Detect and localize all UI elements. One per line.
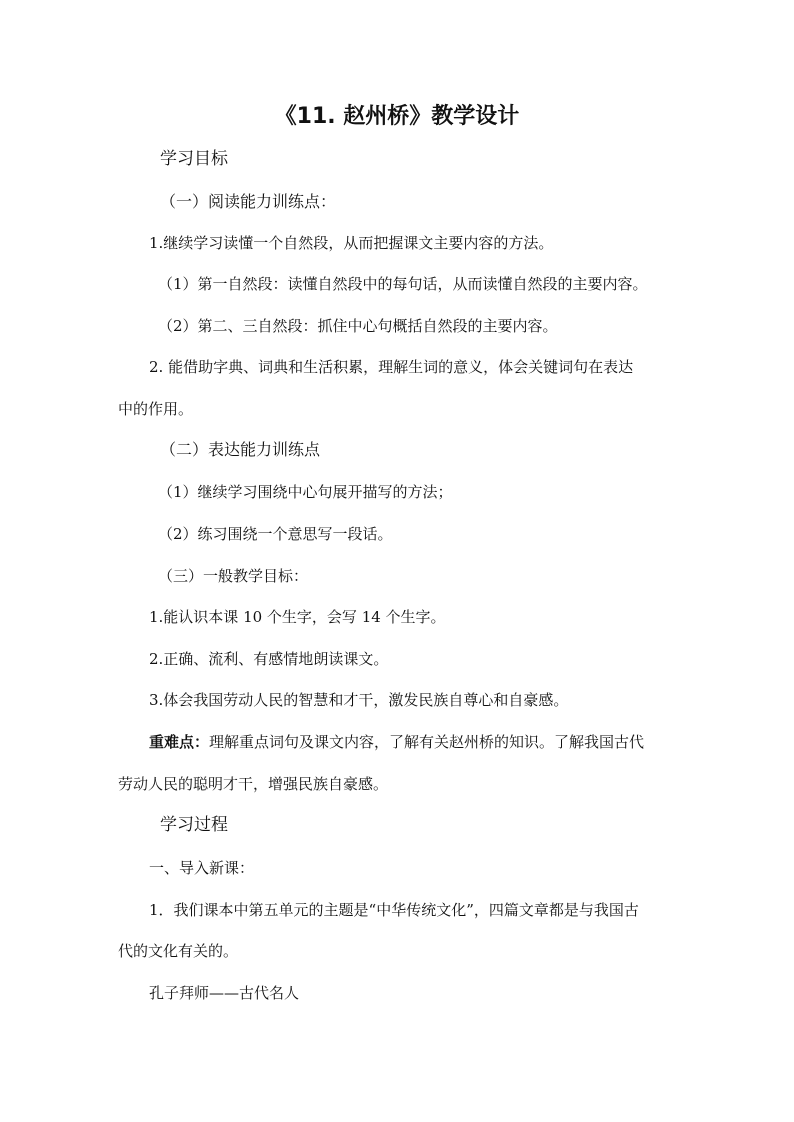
reading-item-1: 1.继续学习读懂一个自然段，从而把握课文主要内容的方法。 <box>149 234 554 252</box>
process-heading: 学习过程 <box>160 815 228 835</box>
reading-skills-heading: （一）阅读能力训练点： <box>160 192 337 211</box>
reading-item-2-line2: 中的作用。 <box>118 400 194 418</box>
reading-item-1b: （2）第二、三自然段：抓住中心句概括自然段的主要内容。 <box>158 317 558 335</box>
expression-item-1: （1）继续学习围绕中心句展开描写的方法； <box>158 483 453 501</box>
general-item-3: 3.体会我国劳动人民的智慧和才干，激发民族自尊心和自豪感。 <box>149 691 569 709</box>
reading-item-1a: （1）第一自然段：读懂自然段中的每句话，从而读懂自然段的主要内容。 <box>158 275 648 293</box>
reading-item-2-line1: 2. 能借助字典、词典和生活积累，理解生词的意义，体会关键词句在表达 <box>149 358 634 376</box>
document-title: 《11. 赵州桥》教学设计 <box>274 104 520 129</box>
general-item-2: 2.正确、流利、有感情地朗读课文。 <box>149 650 389 668</box>
key-points-line1 <box>149 732 644 752</box>
intro-item-2: 孔子拜师——古代名人 <box>149 984 300 1002</box>
expression-skills-heading: （二）表达能力训练点 <box>160 440 321 459</box>
expression-item-2: （2）练习围绕一个意思写一段话。 <box>158 525 393 543</box>
key-points-label: 重难点： <box>149 733 210 751</box>
key-points-text: 理解重点词句及课文内容，了解有关赵州桥的知识。了解我国古代 <box>209 733 645 751</box>
objectives-heading: 学习目标 <box>160 149 228 169</box>
intro-item-1-line2: 代的文化有关的。 <box>118 942 239 960</box>
general-item-1: 1.能认识本课 10 个生字，会写 14 个生字。 <box>149 608 446 626</box>
intro-heading: 一、导入新课： <box>149 859 255 877</box>
general-goals-heading: （三）一般教学目标： <box>158 567 309 585</box>
intro-item-1-line1: 1．我们课本中第五单元的主题是“中华传统文化”，四篇文章都是与我国古 <box>149 901 639 919</box>
key-points-line2: 劳动人民的聪明才干，增强民族自豪感。 <box>118 775 389 793</box>
